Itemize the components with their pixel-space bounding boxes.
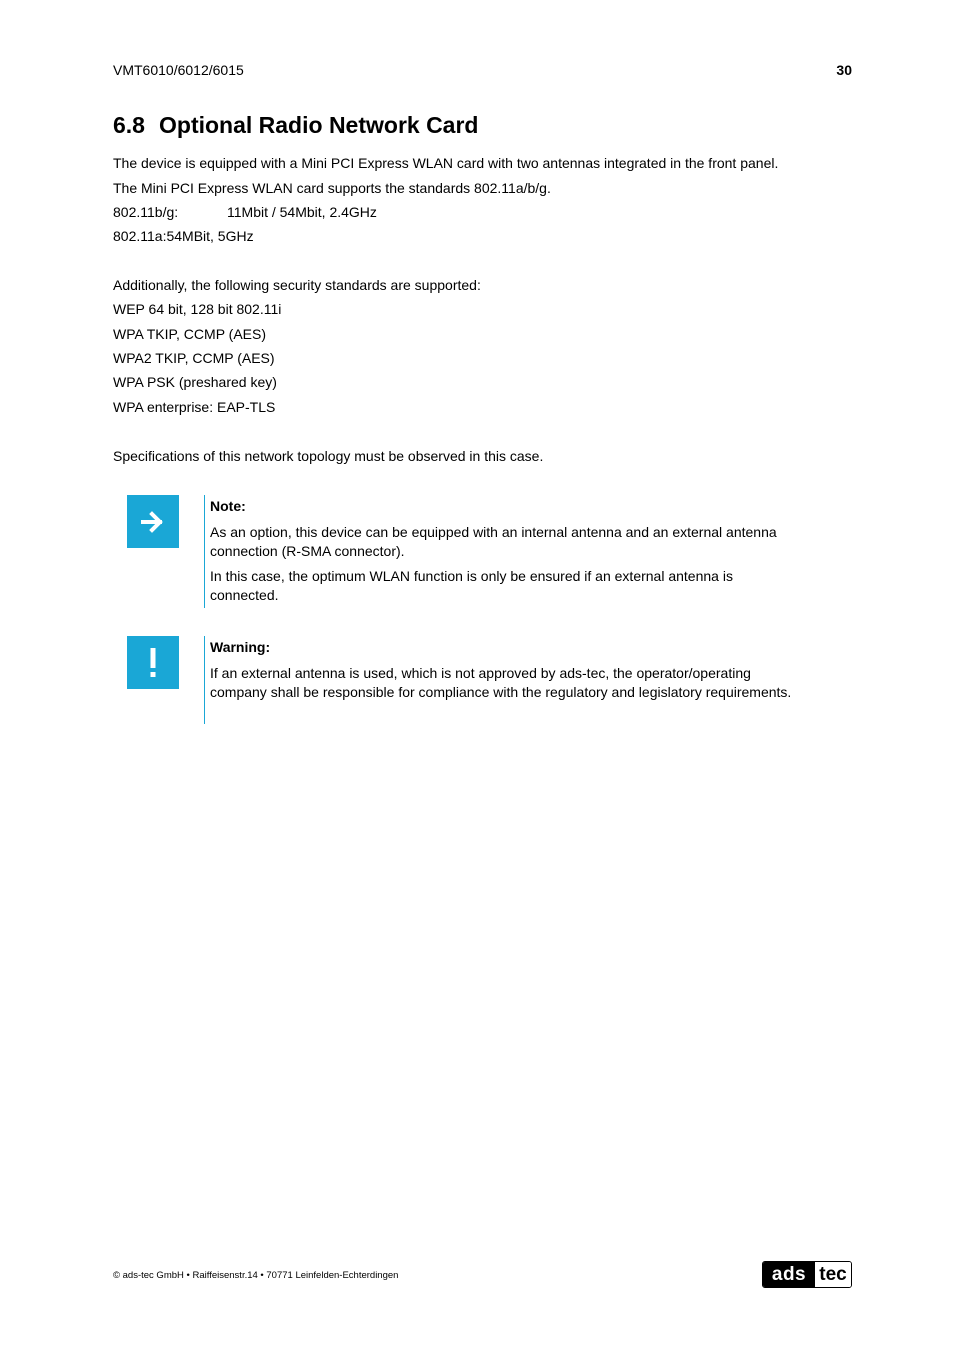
warning-text: If an external antenna is used, which is not approved by ads-tec, the operator/operating company shall be responsible for compliance with the regulatory and legislatory requirements. (210, 664, 792, 700)
ads-tec-logo (762, 1261, 852, 1288)
standard-b-line (113, 204, 377, 220)
security-item: WPA PSK (preshared key) (113, 374, 277, 390)
security-item: WPA2 TKIP, CCMP (AES) (113, 350, 275, 366)
logo-part-ads: ads (763, 1262, 815, 1287)
topology-paragraph: Specifications of this network topology must be observed in this case. (113, 448, 544, 464)
exclamation-icon (127, 636, 179, 689)
security-item: WPA enterprise: EAP-TLS (113, 399, 276, 415)
section-title: Optional Radio Network Card (159, 112, 479, 138)
header-doc-id: VMT6010/6012/6015 (113, 62, 244, 78)
note-text: As an option, this device can be equipped with an internal antenna and an external antenna connection (R-SMA connector). (210, 523, 777, 559)
arrow-right-icon (127, 495, 179, 548)
standard-b-label: 802.11b/g: (113, 204, 179, 220)
logo-part-tec: tec (815, 1262, 851, 1287)
note-title: Note: (210, 498, 246, 514)
note-text: In this case, the optimum WLAN function is only be ensured if an external antenna is connected. (210, 567, 733, 603)
section-number: 6.8 (113, 112, 145, 138)
standard-b-value: 11Mbit / 54Mbit, 2.4GHz (227, 204, 377, 220)
note-content (210, 497, 800, 611)
security-item: WPA TKIP, CCMP (AES) (113, 326, 267, 342)
warning-content (210, 638, 800, 708)
section-heading (113, 112, 478, 139)
paragraph-standards: The Mini PCI Express WLAN card supports the standards 802.11a/b/g. (113, 180, 551, 196)
header-page-number: 30 (836, 62, 852, 78)
security-intro: Additionally, the following security standards are supported: (113, 277, 481, 293)
note-divider (204, 495, 205, 608)
note-callout (127, 495, 807, 608)
warning-callout (127, 636, 807, 724)
footer-copyright: © ads-tec GmbH • Raiffeisenstr.14 • 70771 Leinfelden-Echterdingen (113, 1270, 399, 1281)
security-item: WEP 64 bit, 128 bit 802.11i (113, 301, 282, 317)
standard-a-line: 802.11a:54MBit, 5GHz (113, 228, 254, 244)
warning-divider (204, 636, 205, 724)
warning-title: Warning: (210, 639, 271, 655)
paragraph-intro: The device is equipped with a Mini PCI Express WLAN card with two antennas integrated in the front panel. (113, 155, 779, 171)
